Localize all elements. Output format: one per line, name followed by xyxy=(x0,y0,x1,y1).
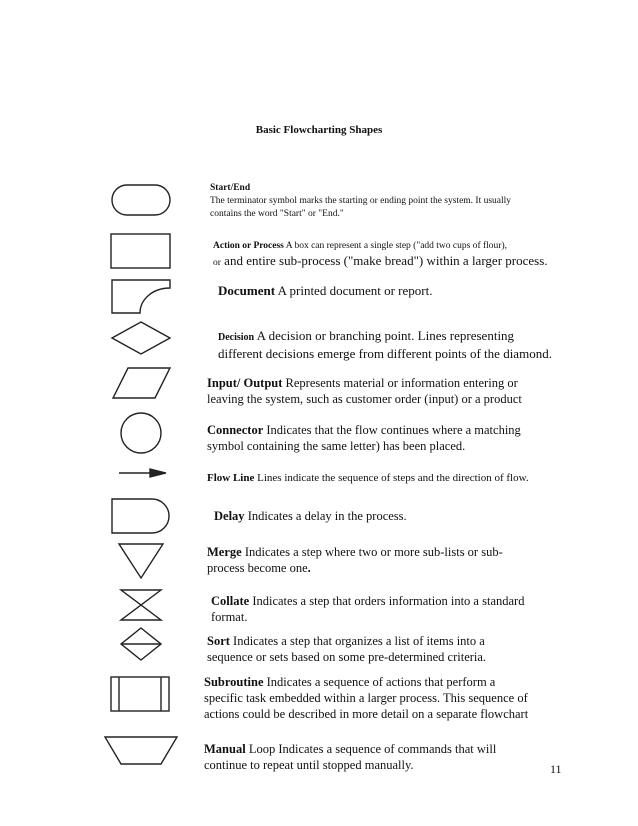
description-line: actions could be described in more detail on a separate flowchart xyxy=(204,707,529,721)
description-line: Lines indicate the sequence of steps and the direction of flow. xyxy=(254,472,529,484)
connector-description xyxy=(207,422,521,454)
description-line: The terminator symbol marks the starting or ending point the system. It usually xyxy=(210,196,512,206)
document-description xyxy=(218,283,432,299)
description-line: continue to repeat until stopped manually. xyxy=(204,758,414,772)
description-line: Represents material or information entering or xyxy=(282,376,518,390)
shape-name: Delay xyxy=(214,509,245,523)
shape-name: Decision xyxy=(218,332,255,343)
shape-name: Merge xyxy=(207,545,242,559)
shape-name: Action or Process xyxy=(213,241,284,251)
decision-shape-icon xyxy=(112,322,170,354)
shape-name: Collate xyxy=(211,594,250,608)
shape-name: Document xyxy=(218,283,276,298)
description-line: . xyxy=(307,561,311,575)
sort-description xyxy=(207,633,486,665)
shape-name: Start/End xyxy=(210,183,251,193)
description-line: Indicates that the flow continues where a matching xyxy=(263,423,521,437)
start-end-description xyxy=(210,182,511,221)
decision-description xyxy=(218,328,552,362)
description-line: Indicates a step that organizes a list of items into a xyxy=(229,634,485,648)
connector-shape-icon xyxy=(121,413,161,453)
description-line: leaving the system, such as customer order (input) or a product xyxy=(207,392,522,406)
sort-shape-icon xyxy=(121,628,161,660)
flow-line-arrow-icon xyxy=(119,469,166,477)
manual-loop-description xyxy=(204,741,496,773)
shape-name: Input/ Output xyxy=(207,376,283,390)
flow-line-description xyxy=(207,470,529,486)
shape-name: Subroutine xyxy=(204,675,264,689)
document-shape-icon xyxy=(112,280,170,313)
page-title: Basic Flowcharting Shapes xyxy=(255,124,383,136)
description-line: format. xyxy=(211,610,248,624)
shape-name: Sort xyxy=(207,634,230,648)
description-line: and entire sub-process ("make bread") within a larger process. xyxy=(220,253,548,268)
manual-loop-shape-icon xyxy=(105,737,177,764)
description-line: or xyxy=(213,258,221,268)
description-line: A printed document or report. xyxy=(275,283,433,298)
description-line: specific task embedded within a larger process. This sequence of xyxy=(204,691,528,705)
process-description xyxy=(213,236,548,270)
description-line: symbol containing the same letter) has been placed. xyxy=(207,439,466,453)
subroutine-description xyxy=(204,674,528,722)
description-line: Loop Indicates a sequence of commands that will xyxy=(245,742,497,756)
description-line: different decisions emerge from different points of the diamond. xyxy=(218,346,552,361)
terminator-shape-icon xyxy=(112,185,170,215)
subroutine-shape-icon xyxy=(111,677,169,711)
shape-name: Connector xyxy=(207,423,264,437)
description-line: Indicates a delay in the process. xyxy=(244,509,407,523)
input-output-shape-icon xyxy=(113,368,170,398)
shape-name: Flow Line xyxy=(207,472,255,484)
collate-description xyxy=(211,593,524,625)
shape-name: Manual xyxy=(204,742,246,756)
description-line: process become one xyxy=(207,561,308,575)
page-number: 11 xyxy=(550,762,562,776)
delay-shape-icon xyxy=(112,499,169,533)
description-line: A box can represent a single step ("add two cups of flour), xyxy=(283,241,508,251)
input-output-description xyxy=(207,375,522,407)
delay-description xyxy=(214,508,407,524)
merge-shape-icon xyxy=(119,544,163,578)
collate-shape-icon xyxy=(121,590,161,620)
description-line: A decision or branching point. Lines representing xyxy=(254,328,515,343)
merge-description xyxy=(207,544,503,576)
description-line: sequence or sets based on some pre-determined criteria. xyxy=(207,650,487,664)
description-line: Indicates a step that orders information into a standard xyxy=(249,594,525,608)
description-line: Indicates a sequence of actions that perform a xyxy=(263,675,496,689)
process-shape-icon xyxy=(111,234,170,268)
description-line: contains the word "Start" or "End." xyxy=(210,209,344,219)
description-line: Indicates a step where two or more sub-lists or sub- xyxy=(241,545,503,559)
